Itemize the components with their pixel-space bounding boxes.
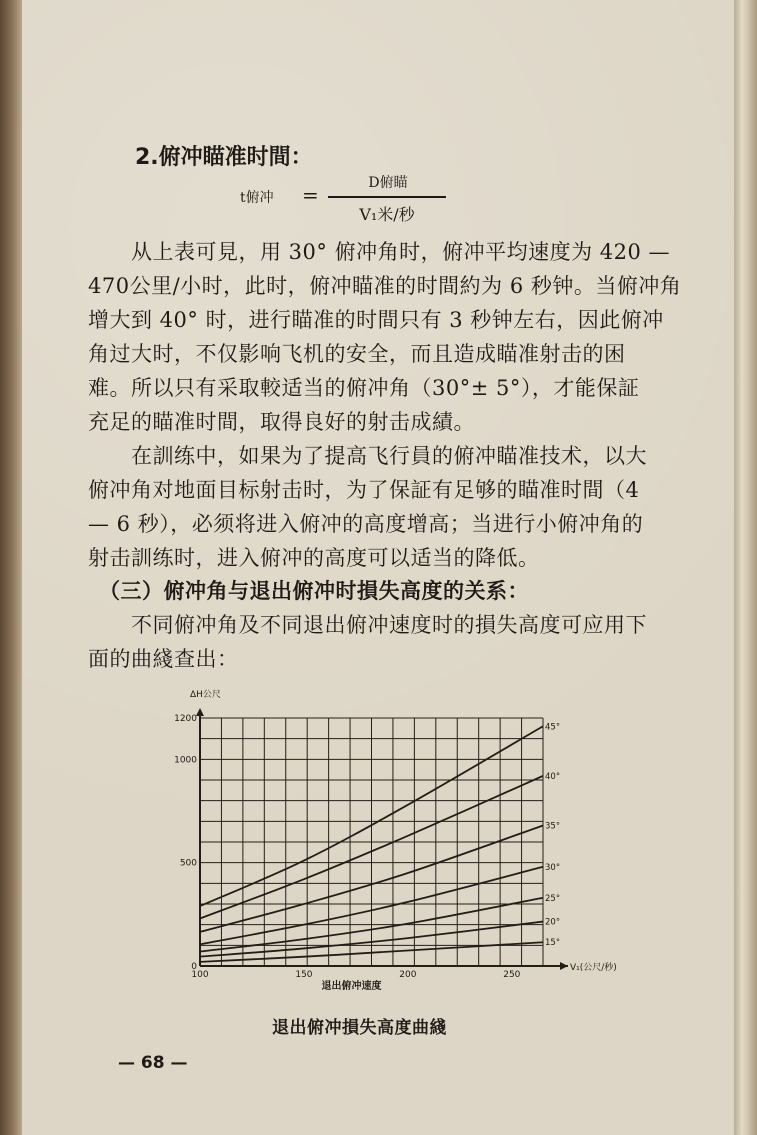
paragraph-line: 面的曲綫查出：	[88, 647, 239, 671]
page-number: — 68 —	[118, 1053, 188, 1073]
x-axis-unit-label: V₁(公尺/秒)	[570, 963, 617, 973]
curve-label: 45°	[545, 722, 561, 733]
x-axis-label: 退出俯冲速度	[321, 981, 382, 992]
y-tick-label: 0	[191, 962, 197, 972]
paragraph-line: 难。所以只有采取較适当的俯冲角（30°± 5°），才能保証	[88, 376, 640, 400]
paragraph-line: 射击訓练时，进入俯冲的高度可以适当的降低。	[88, 546, 540, 570]
y-axis-label: ΔH公尺	[190, 690, 221, 700]
x-tick-label: 150	[295, 970, 313, 980]
x-tick-label: 100	[191, 970, 209, 980]
paragraph-line: — 6 秒），必须将进入俯冲的高度增高；当进行小俯冲角的	[88, 512, 644, 536]
paragraph-line: 在訓练中，如果为了提高飞行員的俯冲瞄准技术，以大	[88, 444, 647, 468]
paragraph-line: 增大到 40° 时，进行瞄准的时間只有 3 秒钟左右，因此俯冲	[88, 308, 664, 332]
paragraph-line: 从上表可見，用 30° 俯冲角时，俯冲平均速度为 420 —	[88, 240, 671, 264]
y-tick-label: 1200	[174, 714, 197, 724]
curve-label: 35°	[545, 821, 561, 832]
curve-label: 30°	[545, 862, 561, 873]
paragraph-line: 角过大时，不仅影响飞机的安全，而且造成瞄准射击的困	[88, 342, 626, 366]
y-tick-label: 500	[179, 858, 197, 869]
x-tick-label: 250	[503, 970, 521, 980]
paragraph-line: 俯冲角对地面目标射击时，为了保証有足够的瞄准时間（4	[88, 478, 640, 502]
paragraph-line: 不同俯冲角及不同退出俯冲速度时的損失高度可应用下	[88, 613, 647, 637]
formula-lhs: t俯冲	[240, 190, 274, 206]
curve-label: 15°	[545, 938, 561, 949]
x-axis-arrow	[560, 962, 568, 970]
formula-equals: =	[302, 183, 319, 207]
formula-numerator: D俯瞄	[368, 175, 408, 191]
y-axis-arrow	[196, 708, 204, 716]
curve-label: 25°	[545, 893, 561, 904]
y-tick-label: 1000	[174, 755, 197, 766]
chart-caption: 退出俯冲損失高度曲綫	[272, 1018, 447, 1038]
section-heading: 2.俯冲瞄准时間：	[135, 145, 313, 170]
curve-label: 40°	[545, 771, 561, 782]
paragraph-line: 470公里/小时，此时，俯冲瞄准的时間約为 6 秒钟。当俯冲角	[88, 274, 682, 298]
curve-label: 20°	[545, 917, 561, 928]
paragraph-line: 充足的瞄准时間，取得良好的射击成績。	[88, 410, 475, 434]
x-tick-label: 200	[399, 970, 417, 980]
section-title: （三）俯冲角与退出俯冲时損失高度的关系：	[88, 578, 529, 603]
formula-denominator: V₁米/秒	[359, 205, 415, 224]
